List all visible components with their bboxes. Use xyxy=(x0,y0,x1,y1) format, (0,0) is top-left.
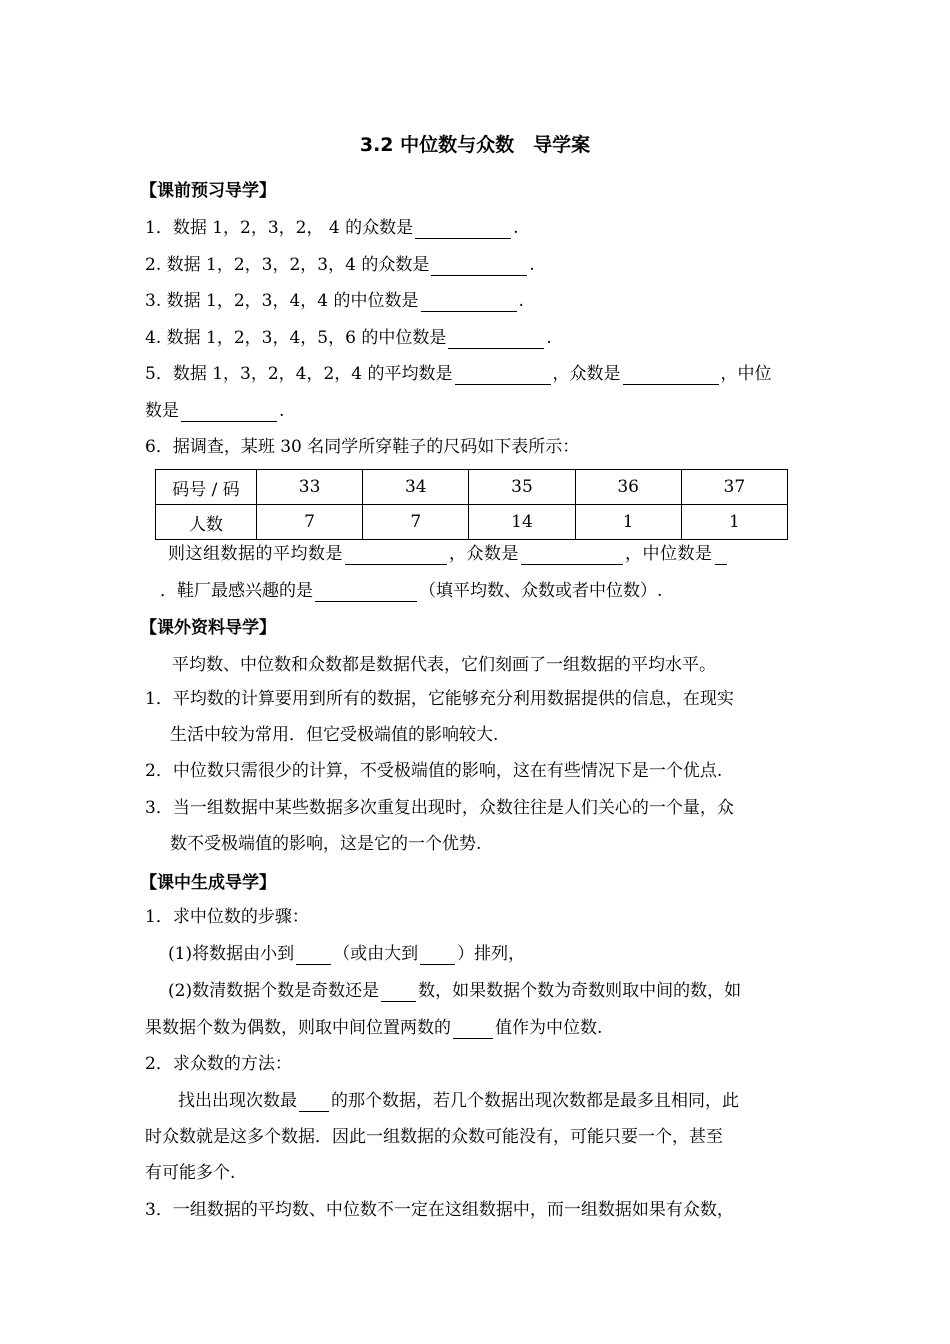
table-header-label: 码号 / 码 xyxy=(156,470,257,505)
materials-intro: 平均数、中位数和众数都是数据代表，它们刻画了一组数据的平均水平。 xyxy=(172,655,716,675)
page-title: 3.2 中位数与众数 导学案 xyxy=(359,134,591,156)
table-cell: 7 xyxy=(363,505,469,540)
answer-blank[interactable] xyxy=(455,366,551,385)
answer-blank[interactable] xyxy=(296,946,331,965)
answer-blank[interactable] xyxy=(431,257,527,276)
table-count-label: 人数 xyxy=(156,505,257,540)
question-1: 1．数据 1，2，3，2， 4 的众数是 . xyxy=(145,218,519,238)
question-2: 2. 数据 1，2，3，2，3，4 的众数是 . xyxy=(145,255,535,275)
question-3: 3. 数据 1，2，3，4，4 的中位数是 . xyxy=(145,291,524,311)
section-heading-preview: 【课前预习导学】 xyxy=(140,181,276,201)
table-cell: 33 xyxy=(257,470,363,505)
answer-blank[interactable] xyxy=(453,1020,493,1039)
answer-blank[interactable] xyxy=(448,330,544,349)
median-step-1: (1)将数据由小到 （或由大到 ）排列， xyxy=(168,944,526,964)
mode-method-text-end: 有可能多个. xyxy=(145,1163,236,1183)
question-6: 6．据调查，某班 30 名同学所穿鞋子的尺码如下表所示： xyxy=(145,437,580,457)
question-6-follow: 则这组数据的平均数是 ，众数是 ，中位数是 xyxy=(168,543,729,565)
table-cell: 34 xyxy=(363,470,469,505)
answer-blank[interactable] xyxy=(715,546,727,565)
question-2-text: 2. 数据 1，2，3，2，3，4 的众数是 xyxy=(145,255,430,275)
answer-blank[interactable] xyxy=(521,546,623,565)
table-cell: 37 xyxy=(681,470,787,505)
median-step-2: (2)数清数据个数是奇数还是 数，如果数据个数为奇数则取中间的数，如 xyxy=(168,981,742,1001)
median-step-2-cont: 果数据个数为偶数，则取中间位置两数的 值作为中位数. xyxy=(145,1018,603,1038)
question-4: 4. 数据 1，2，3，4，5，6 的中位数是 . xyxy=(145,328,552,348)
table-row xyxy=(156,505,788,540)
mode-method-text: 找出出现次数最 的那个数据，若几个数据出现次数都是最多且相同，此 xyxy=(178,1091,739,1111)
answer-blank[interactable] xyxy=(345,546,447,565)
answer-blank[interactable] xyxy=(299,1093,329,1112)
answer-blank[interactable] xyxy=(381,983,416,1002)
answer-blank[interactable] xyxy=(415,220,511,239)
table-row xyxy=(156,470,788,505)
section-heading-materials: 【课外资料导学】 xyxy=(140,618,276,638)
table-cell: 7 xyxy=(257,505,363,540)
materials-point-1: 1．平均数的计算要用到所有的数据，它能够充分利用数据提供的信息，在现实 xyxy=(145,689,734,709)
table-cell: 36 xyxy=(575,470,681,505)
question-5-cont: 数是 . xyxy=(145,401,285,421)
question-6-follow-cont: ．鞋厂最感兴趣的是 （填平均数、众数或者中位数）. xyxy=(160,581,663,601)
materials-point-3: 3．当一组数据中某些数据多次重复出现时，众数往往是人们关心的一个量，众 xyxy=(145,798,734,818)
question-5: 5．数据 1，3，2，4，2，4 的平均数是 ，众数是 ，中位 xyxy=(145,364,772,384)
question-3-text: 3. 数据 1，2，3，4，4 的中位数是 xyxy=(145,291,419,311)
point-3-text: 3．一组数据的平均数、中位数不一定在这组数据中，而一组数据如果有众数， xyxy=(145,1200,734,1220)
answer-blank[interactable] xyxy=(420,946,455,965)
table-cell: 14 xyxy=(469,505,575,540)
answer-blank[interactable] xyxy=(421,293,517,312)
section-heading-class: 【课中生成导学】 xyxy=(140,873,276,893)
mode-method-title: 2．求众数的方法： xyxy=(145,1054,292,1074)
mode-method-text-cont: 时众数就是这多个数据．因此一组数据的众数可能没有，可能只要一个，甚至 xyxy=(145,1127,723,1147)
materials-point-1-cont: 生活中较为常用．但它受极端值的影响较大. xyxy=(170,725,499,745)
shoe-size-table xyxy=(155,469,788,540)
answer-blank[interactable] xyxy=(623,366,719,385)
answer-blank[interactable] xyxy=(315,583,417,602)
answer-blank[interactable] xyxy=(181,403,277,422)
table-cell: 1 xyxy=(681,505,787,540)
question-4-text: 4. 数据 1，2，3，4，5，6 的中位数是 xyxy=(145,328,447,348)
materials-point-3-cont: 数不受极端值的影响，这是它的一个优势. xyxy=(170,834,482,854)
table-cell: 1 xyxy=(575,505,681,540)
materials-point-2: 2．中位数只需很少的计算，不受极端值的影响，这在有些情况下是一个优点. xyxy=(145,761,723,781)
question-1-text: 1．数据 1，2，3，2， 4 的众数是 xyxy=(145,218,414,238)
table-cell: 35 xyxy=(469,470,575,505)
median-steps-title: 1．求中位数的步骤： xyxy=(145,907,309,927)
